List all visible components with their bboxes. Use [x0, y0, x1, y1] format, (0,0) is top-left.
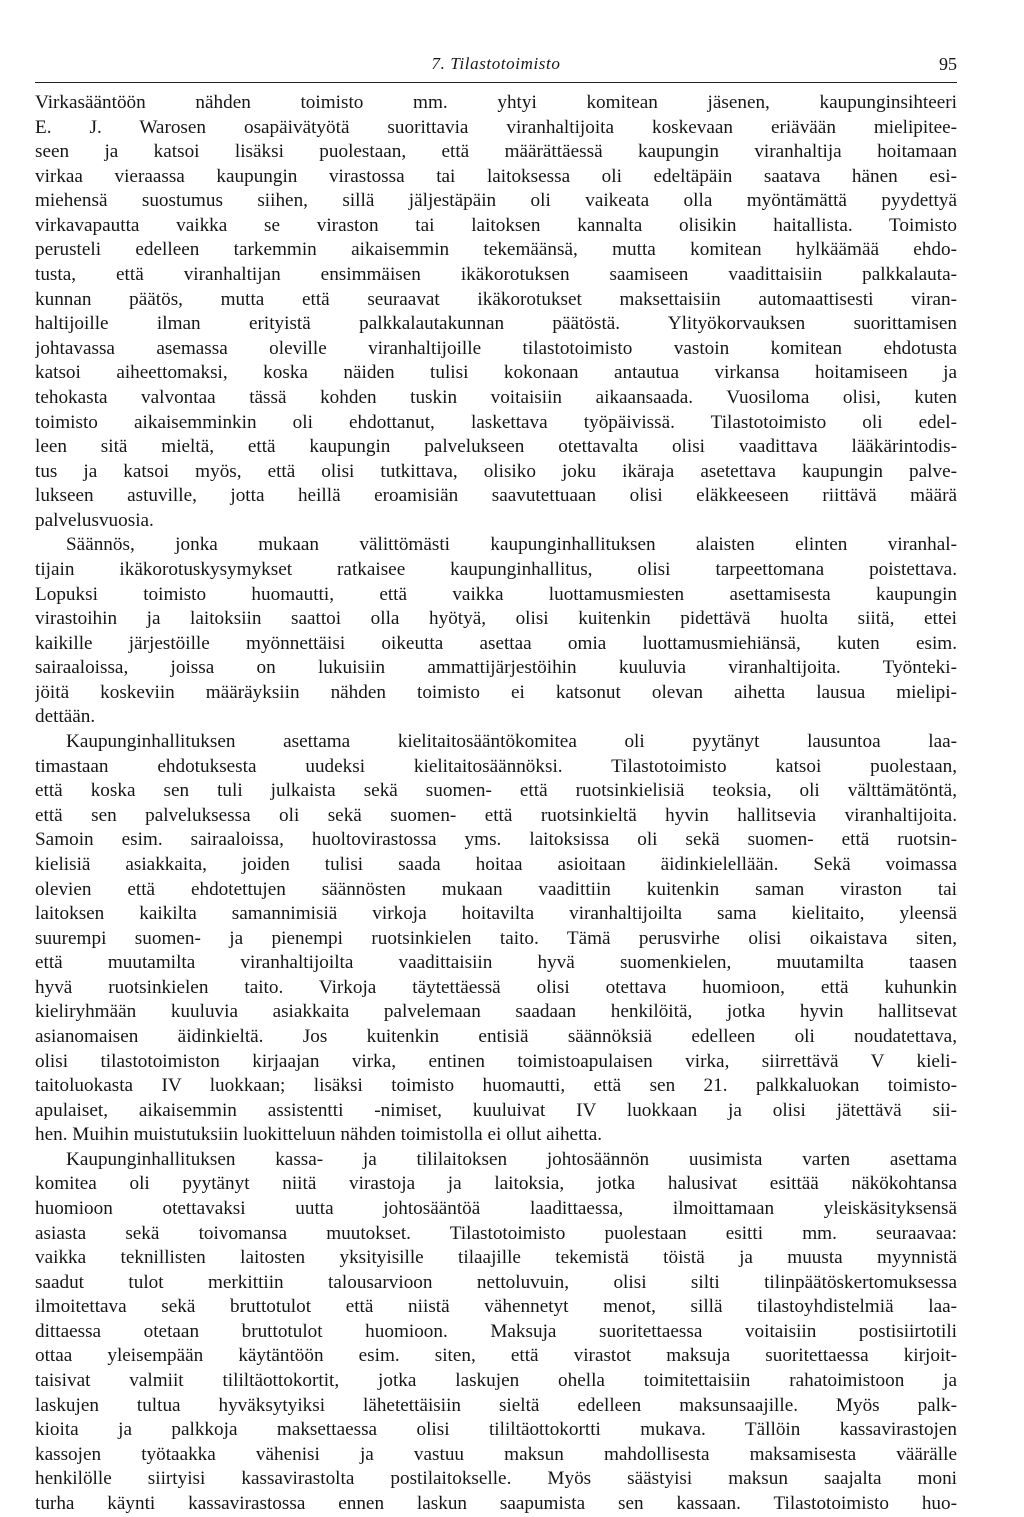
text-line: että sen palveluksessa oli sekä suomen- että ruotsinkieltä hyvin hallitsevia viranhaltijoita. — [35, 804, 957, 826]
text-line: henkilölle siirtyisi kassavirastolta postilaitokselle. Myös säästyisi maksun saajalta moni — [35, 1468, 957, 1490]
text-line: tus ja katsoi myös, että olisi tutkittava, olisiko joku ikäraja asetettava kaupungin palve- — [35, 460, 957, 482]
text-line: kioita ja palkkoja maksettaessa olisi tililtäottokortti mukava. Tällöin kassavirastojen — [35, 1419, 957, 1441]
page-header — [35, 54, 957, 83]
text-line: asiasta sekä toivomansa muutokset. Tilastotoimisto puolestaan esitti mm. seuraavaa: — [35, 1222, 957, 1244]
text-line: jöitä koskeviin määräyksiin nähden toimisto ei katsonut olevan aihetta lausua mielipi- — [35, 681, 957, 703]
text-line: perusteli edelleen tarkemmin aikaisemmin tekemäänsä, mutta komitean hylkäämää ehdo- — [35, 239, 957, 261]
text-line: miehensä suostumus siihen, sillä jäljestäpäin oli vaikeata olla myöntämättä pyydettyä — [35, 190, 957, 212]
text-line: olisi tilastotoimiston kirjaajan virka, entinen toimistoapulaisen virka, siirrettävä V kieli- — [35, 1050, 957, 1072]
text-line: vaikka teknillisten laitosten yksityisille tilaajille tekemistä töistä ja muusta myynnistä — [35, 1247, 957, 1269]
text-line: haltijoille ilman erityistä palkkalautakunnan päätöstä. Ylityökorvauksen suorittamisen — [35, 313, 957, 335]
body-text — [35, 91, 957, 1517]
text-line: taitoluokasta IV luokkaan; lisäksi toimisto huomautti, että sen 21. palkkaluokan toimisto- — [35, 1075, 957, 1097]
text-line: tehokasta valvontaa tässä kohden tuskin voitaisiin aikaansaada. Vuosiloma olisi, kuten — [35, 386, 957, 408]
text-line: suurempi suomen- ja pienempi ruotsinkielen taito. Tämä perusvirhe olisi oikaistava siten, — [35, 927, 957, 949]
text-line: dittaessa otetaan bruttotulot huomioon. Maksuja suoritettaessa voitaisiin postisiirtotili — [35, 1320, 957, 1342]
text-line: turha käynti kassavirastossa ennen laskun saapumista sen kassaan. Tilastotoimisto huo- — [35, 1492, 957, 1514]
text-line: että muutamilta viranhaltijoilta vaadittaisiin hyvä suomenkielen, muutamilta taasen — [35, 952, 957, 974]
text-line: timastaan ehdotuksesta uudeksi kielitaitosäännöksi. Tilastotoimisto katsoi puolestaan, — [35, 755, 957, 777]
text-line: kunnan päätös, mutta että seuraavat ikäkorotukset maksettaisiin automaattisesti viran- — [35, 288, 957, 310]
text-line: laitoksen kaikilta samannimisiä virkoja hoitavilta viranhaltijoilta sama kielitaito, yleensä — [35, 903, 957, 925]
text-line: Kaupunginhallituksen asettama kielitaitosääntökomitea oli pyytänyt lausuntoa laa- — [66, 731, 957, 753]
text-line: palvelusvuosia. — [35, 509, 154, 531]
text-line: huomioon otettavaksi uutta johtosääntöä laadittaessa, ilmoittamaan yleiskäsityksensä — [35, 1198, 957, 1220]
text-line: E. J. Warosen osapäivätyötä suorittavia viranhaltijoita koskevaan eriävään mielipitee- — [35, 116, 957, 138]
text-line: lukseen astuville, jotta heillä eroamisiän saavutettuaan olisi eläkkeeseen riittävä määrä — [35, 485, 957, 507]
text-line: leen sitä mieltä, että kaupungin palvelukseen otettavalta olisi vaadittava lääkärintodis- — [35, 436, 957, 458]
text-line: Samoin esim. sairaaloissa, huoltovirastossa yms. laitoksissa oli sekä suomen- että ruotsin- — [35, 829, 957, 851]
text-line: virastoihin ja laitoksiin saattoi olla hyötyä, olisi kuitenkin pidettävä huolta siitä, ettei — [35, 608, 957, 630]
text-line: komitea oli pyytänyt niitä virastoja ja laitoksia, jotka halusivat esittää näkökohtansa — [35, 1173, 957, 1195]
text-line: hen. Muihin muistutuksiin luokitteluun nähden toimistolla ei ollut aihetta. — [35, 1124, 603, 1146]
text-line: dettään. — [35, 706, 96, 728]
text-line: virkaa vieraassa kaupungin virastossa tai laitoksessa oli edeltäpäin saatava hänen esi- — [35, 165, 957, 187]
text-line: seen ja katsoi lisäksi puolestaan, että määrättäessä kaupungin viranhaltija hoitamaan — [35, 141, 957, 163]
text-line: olevien että ehdotettujen säännösten mukaan vaadittiin kuitenkin saman viraston tai — [35, 878, 957, 900]
text-line: että koska sen tuli julkaista sekä suomen- että ruotsinkielisiä teoksia, oli välttämätöntä, — [35, 780, 957, 802]
text-line: kassojen työtaakka vähenisi ja vastuu maksun mahdollisesta maksamisesta väärälle — [35, 1443, 957, 1465]
text-line: Kaupunginhallituksen kassa- ja tililaitoksen johtosäännön uusimista varten asettama — [66, 1148, 957, 1170]
text-line: johtavassa asemassa oleville viranhaltijoille tilastotoimisto vastoin komitean ehdotusta — [35, 337, 957, 359]
text-line: Virkasääntöön nähden toimisto mm. yhtyi komitean jäsenen, kaupunginsihteeri — [35, 92, 957, 113]
text-line: kieliryhmään kuuluvia asiakkaita palvelemaan saadaan henkilöitä, jotka hyvin hallitsevat — [35, 1001, 957, 1023]
text-line: sairaaloissa, joissa on lukuisiin ammattijärjestöihin kuuluvia viranhaltijoita. Työnteki- — [35, 657, 957, 679]
text-line: hyvä ruotsinkielen taito. Virkoja täytettäessä olisi otettava huomioon, että kuhunkin — [35, 976, 957, 998]
text-line: laskujen tultua hyväksytyiksi lähetettäisiin sieltä edelleen maksunsaajille. Myös palk- — [35, 1394, 957, 1416]
text-line: saadut tulot merkittiin talousarvioon nettoluvuin, olisi silti tilinpäätöskertomuksessa — [35, 1271, 957, 1293]
text-line: virkavapautta vaikka se viraston tai laitoksen kannalta olisikin haitallista. Toimisto — [35, 214, 957, 236]
text-line: kielisiä asiakkaita, joiden tulisi saada hoitaa asioitaan äidinkielellään. Sekä voimassa — [35, 853, 957, 875]
text-line: apulaiset, aikaisemmin assistentti -nimiset, kuuluivat IV luokkaan ja olisi jätettävä sii- — [35, 1099, 957, 1121]
text-line: tijain ikäkorotuskysymykset ratkaisee kaupunginhallitus, olisi tarpeettomana poistettava. — [35, 558, 957, 580]
text-line: ilmoitettava sekä bruttotulot että niistä vähennetyt menot, sillä tilastoyhdistelmiä laa- — [35, 1296, 957, 1318]
text-line: asianomaisen äidinkieltä. Jos kuitenkin entisiä säännöksiä edelleen oli noudatettava, — [35, 1025, 957, 1047]
page-number: 95 — [939, 54, 957, 74]
text-line: katsoi aiheettomaksi, koska näiden tulisi kokonaan antautua virkansa hoitamiseen ja — [35, 362, 957, 384]
text-line: taisivat valmiit tililtäottokortit, jotka laskujen ohella toimitettaisiin rahatoimistoon ja — [35, 1370, 957, 1392]
text-line: tusta, että viranhaltijan ensimmäisen ikäkorotuksen saamiseen vaadittaisiin palkkalauta- — [35, 264, 957, 286]
text-line: Lopuksi toimisto huomautti, että vaikka luottamusmiesten asettamisesta kaupungin — [35, 583, 957, 605]
running-head: 7. Tilastotoimisto — [431, 54, 561, 73]
text-line: Säännös, jonka mukaan välittömästi kaupunginhallituksen alaisten elinten viranhal- — [66, 534, 957, 556]
text-line: toimisto aikaisemminkin oli ehdottanut, laskettava työpäivissä. Tilastotoimisto oli edel- — [35, 411, 957, 433]
text-line: kaikille järjestöille myönnettäisi oikeutta asettaa omia luottamusmiehiänsä, kuten esim. — [35, 632, 957, 654]
text-line: ottaa yleisempään käytäntöön esim. siten, että virastot maksuja suoritettaessa kirjoit- — [35, 1345, 957, 1367]
